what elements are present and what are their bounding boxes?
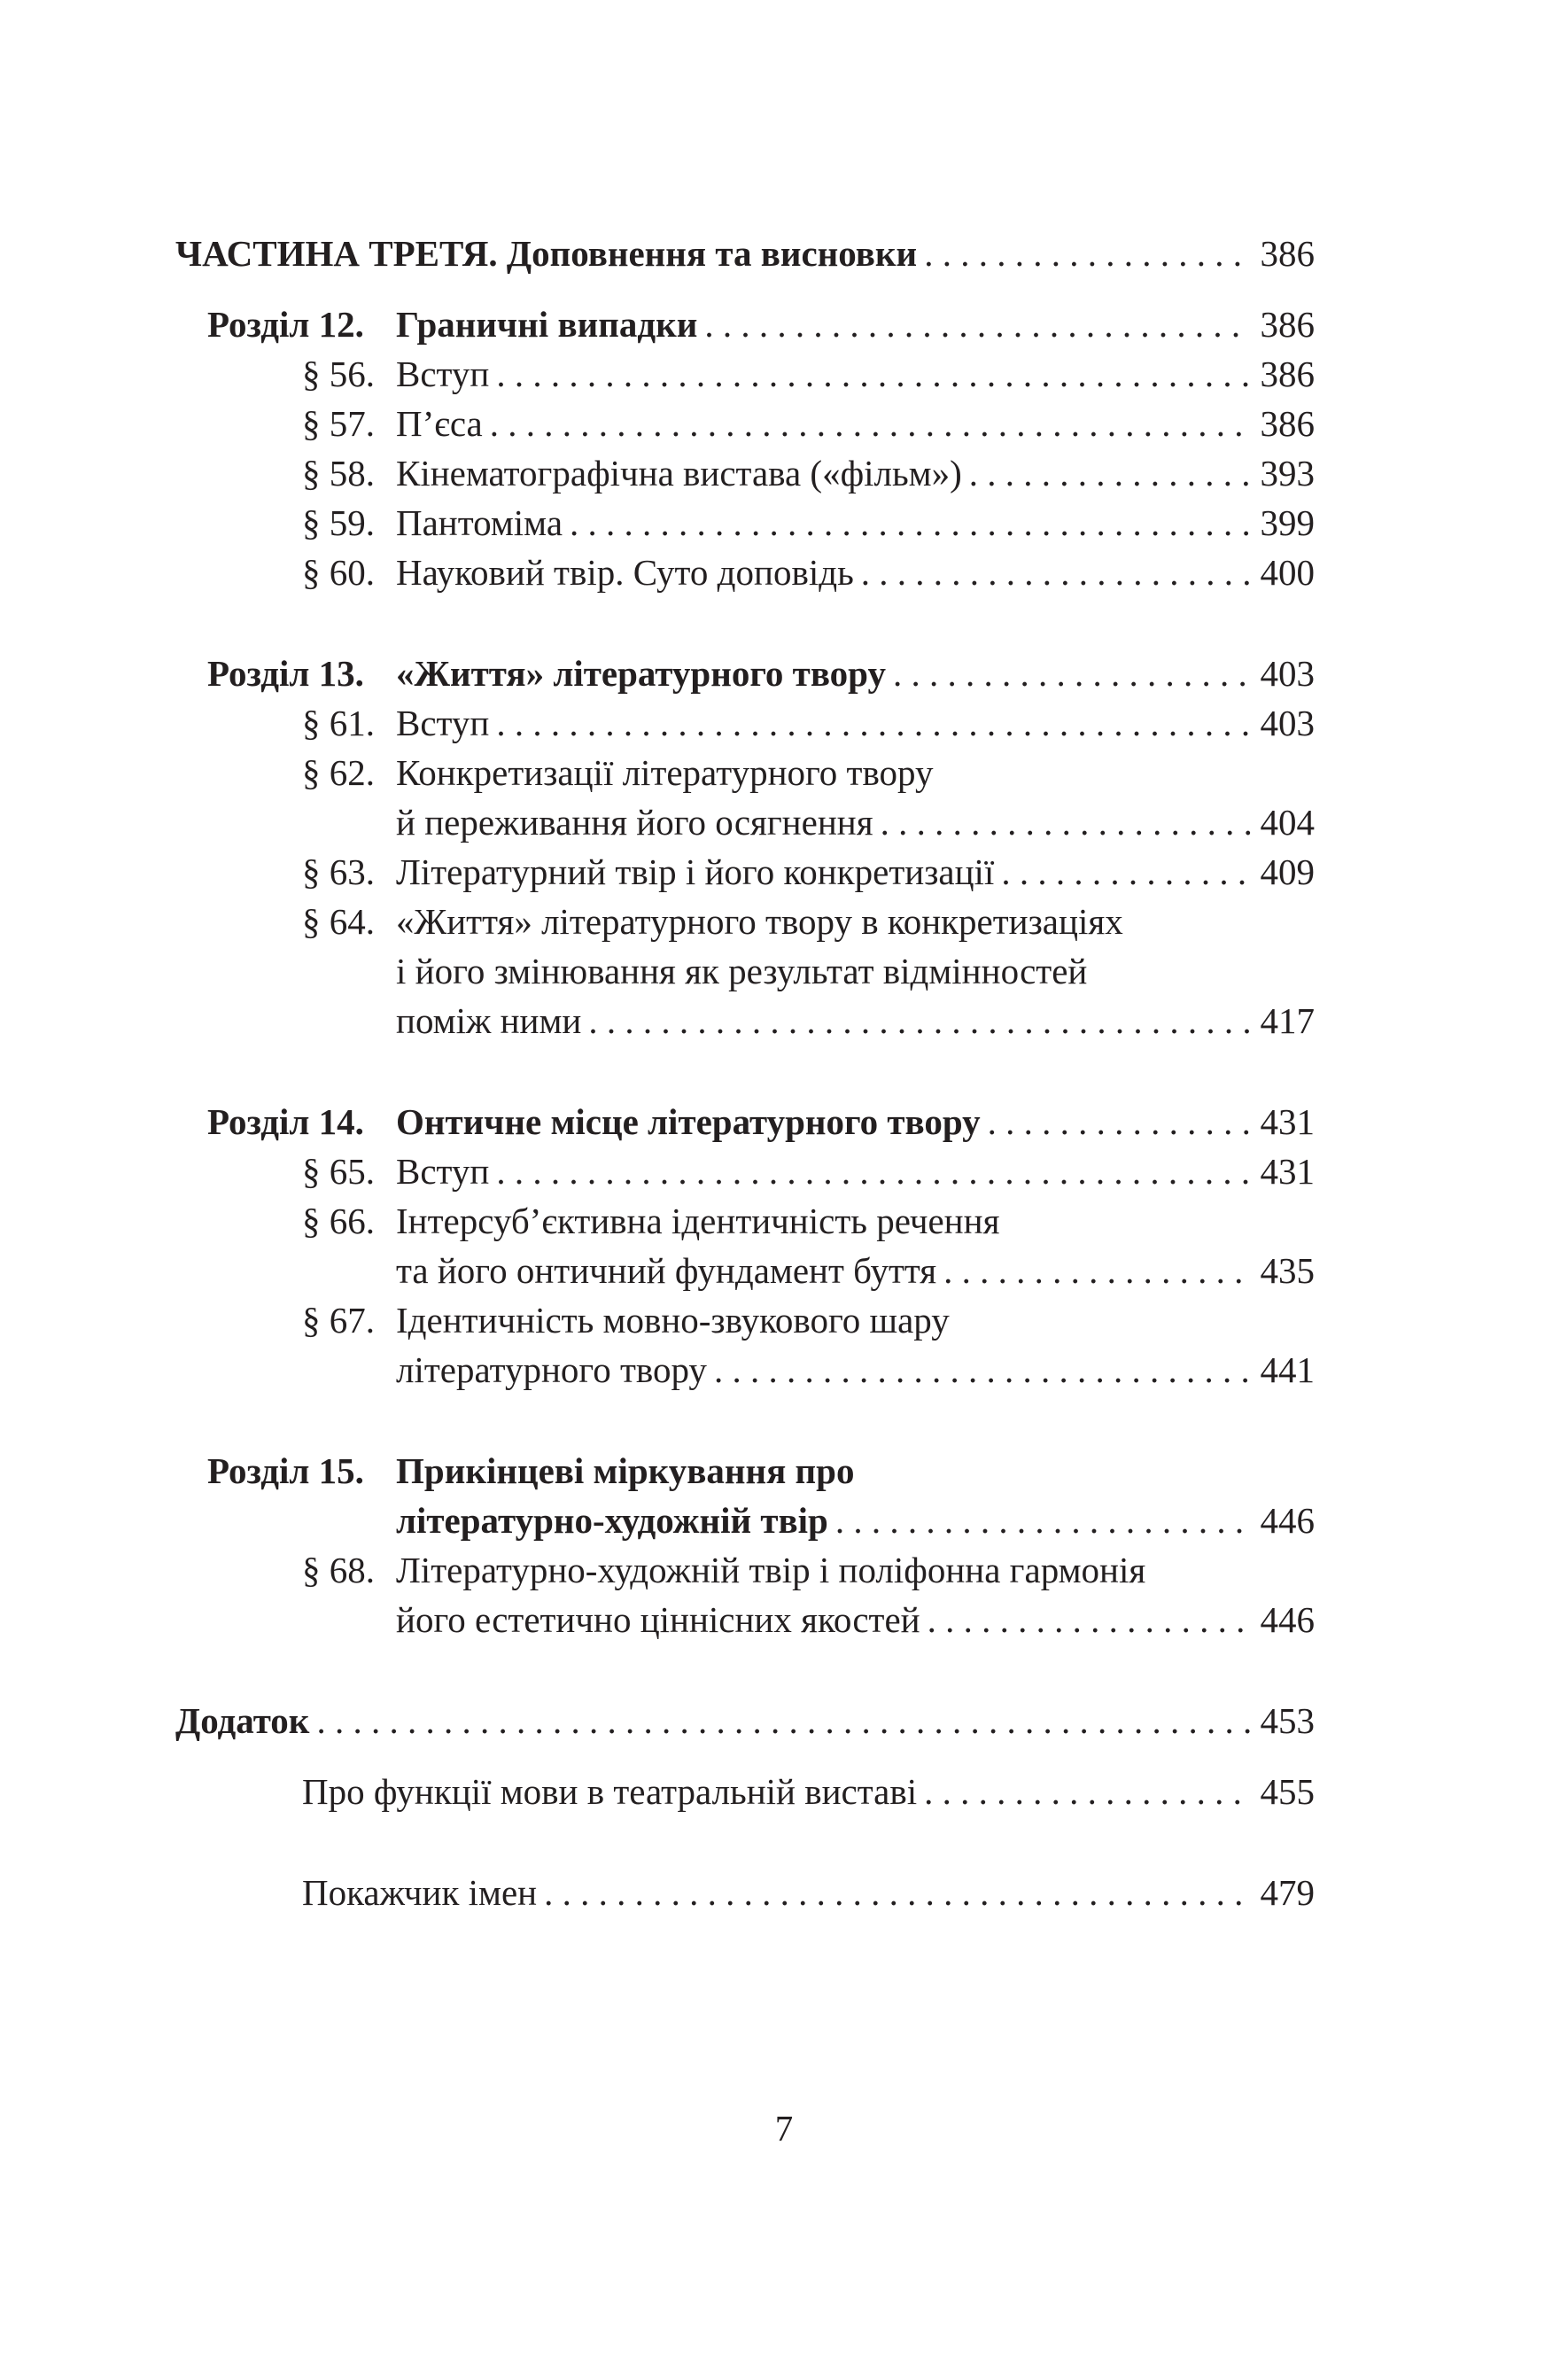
section-title-line1: Літературно-художній твір і поліфонна гармонія xyxy=(396,1550,1146,1590)
section-number: § 62. xyxy=(302,752,375,793)
section-title-line1: Конкретизації літературного твору xyxy=(396,752,934,793)
section-number: § 56. xyxy=(302,354,375,394)
section-title-line2: й переживання його осягнення xyxy=(396,802,873,843)
section-page: 386 xyxy=(1260,403,1315,444)
toc-chapter-15 xyxy=(0,1444,1568,1497)
section-title: П’єса xyxy=(396,403,483,444)
leader-dots xyxy=(969,447,1252,500)
section-title: Науковий твір. Суто доповідь xyxy=(396,552,854,593)
section-title-line3: поміж ними xyxy=(396,1000,582,1041)
chapter-label: Розділ 12. xyxy=(207,304,364,345)
toc-section-61 xyxy=(0,696,1568,750)
section-number: § 61. xyxy=(302,703,375,743)
toc-chapter-15-cont xyxy=(0,1494,1568,1547)
appendix-title: Додаток xyxy=(175,1700,310,1741)
chapter-page: 446 xyxy=(1260,1500,1315,1541)
toc-section-62-cont xyxy=(0,796,1568,849)
leader-dots xyxy=(881,796,1252,849)
leader-dots xyxy=(835,1494,1252,1547)
toc-section-59 xyxy=(0,496,1568,549)
toc-section-66-cont xyxy=(0,1244,1568,1297)
section-number: § 64. xyxy=(302,901,375,942)
chapter-title-line1: Прикінцеві міркування про xyxy=(396,1450,855,1491)
section-title: Кінематографічна вистава («фільм») xyxy=(396,453,962,494)
toc-section-66 xyxy=(0,1194,1568,1247)
leader-dots xyxy=(893,647,1252,700)
appendix-item-title: Про функції мови в театральній виставі xyxy=(302,1771,918,1812)
toc-section-64 xyxy=(0,895,1568,948)
section-title-line2: літературного твору xyxy=(396,1349,707,1390)
chapter-title: «Життя» літературного твору xyxy=(396,653,886,694)
chapter-label: Розділ 14. xyxy=(207,1101,364,1142)
chapter-title: Онтичне місце літературного твору xyxy=(396,1101,981,1142)
chapter-label: Розділ 13. xyxy=(207,653,364,694)
section-title: Літературний твір і його конкретизації xyxy=(396,851,995,892)
chapter-page: 403 xyxy=(1260,653,1315,694)
section-title: Пантоміма xyxy=(396,502,563,543)
section-number: § 68. xyxy=(302,1550,375,1590)
leader-dots xyxy=(861,546,1252,599)
section-page: 403 xyxy=(1260,703,1315,743)
section-page: 404 xyxy=(1260,802,1315,843)
index-page: 479 xyxy=(1260,1872,1315,1913)
section-page: 431 xyxy=(1260,1151,1315,1192)
section-number: § 65. xyxy=(302,1151,375,1192)
leader-dots xyxy=(496,347,1251,400)
toc-section-57 xyxy=(0,397,1568,450)
section-title: Вступ xyxy=(396,703,490,743)
toc-section-67 xyxy=(0,1294,1568,1347)
leader-dots xyxy=(496,1145,1251,1198)
section-number: § 60. xyxy=(302,552,375,593)
leader-dots xyxy=(714,1343,1252,1396)
toc-appendix xyxy=(0,1694,1568,1747)
leader-dots xyxy=(988,1095,1252,1148)
section-title-line1: Ідентичність мовно-звукового шару xyxy=(396,1300,950,1341)
leader-dots xyxy=(544,1866,1251,1919)
appendix-item-page: 455 xyxy=(1260,1771,1315,1812)
toc-chapter-13 xyxy=(0,647,1568,700)
section-page: 441 xyxy=(1260,1349,1315,1390)
leader-dots xyxy=(928,1593,1252,1646)
section-title-line2: його естетично ціннісних якостей xyxy=(396,1599,920,1640)
section-title-line2: і його змінювання як результат відмінностей xyxy=(396,951,1088,991)
section-title-line1: Інтерсуб’єктивна ідентичність речення xyxy=(396,1201,1000,1241)
section-page: 409 xyxy=(1260,851,1315,892)
chapter-label: Розділ 15. xyxy=(207,1450,364,1491)
section-page: 435 xyxy=(1260,1250,1315,1291)
toc-index xyxy=(0,1866,1568,1919)
section-page: 386 xyxy=(1260,354,1315,394)
toc-appendix-item xyxy=(0,1765,1568,1818)
leader-dots xyxy=(496,696,1251,750)
leader-dots xyxy=(943,1244,1251,1297)
leader-dots xyxy=(490,397,1252,450)
section-number: § 59. xyxy=(302,502,375,543)
section-page: 399 xyxy=(1260,502,1315,543)
chapter-page: 386 xyxy=(1260,304,1315,345)
leader-dots xyxy=(570,496,1251,549)
leader-dots xyxy=(1001,845,1251,898)
section-page: 400 xyxy=(1260,552,1315,593)
section-number: § 58. xyxy=(302,453,375,494)
toc-section-60 xyxy=(0,546,1568,599)
toc-section-63 xyxy=(0,845,1568,898)
section-number: § 63. xyxy=(302,851,375,892)
toc-part3-page: 386 xyxy=(1260,233,1315,274)
leader-dots xyxy=(704,298,1251,351)
toc-section-65 xyxy=(0,1145,1568,1198)
toc-section-67-cont xyxy=(0,1343,1568,1396)
chapter-title-line2: літературно-художній твір xyxy=(396,1500,828,1541)
chapter-page: 431 xyxy=(1260,1101,1315,1142)
toc-part3-title: ЧАСТИНА ТРЕТЯ. Доповнення та висновки xyxy=(175,233,918,274)
toc-part3 xyxy=(0,227,1568,280)
section-title-line1: «Життя» літературного твору в конкретизаціях xyxy=(396,901,1123,942)
section-number: § 57. xyxy=(302,403,375,444)
appendix-page: 453 xyxy=(1260,1700,1315,1741)
toc-section-62 xyxy=(0,746,1568,799)
toc-section-56 xyxy=(0,347,1568,400)
toc-section-64-cont1 xyxy=(0,944,1568,998)
section-page: 393 xyxy=(1260,453,1315,494)
section-page: 446 xyxy=(1260,1599,1315,1640)
section-page: 417 xyxy=(1260,1000,1315,1041)
toc-chapter-12 xyxy=(0,298,1568,351)
toc-chapter-14 xyxy=(0,1095,1568,1148)
section-number: § 66. xyxy=(302,1201,375,1241)
section-title: Вступ xyxy=(396,1151,490,1192)
toc-section-64-cont2 xyxy=(0,994,1568,1047)
leader-dots xyxy=(588,994,1251,1047)
toc-section-58 xyxy=(0,447,1568,500)
leader-dots xyxy=(924,227,1251,280)
section-title-line2: та його онтичний фундамент буття xyxy=(396,1250,937,1291)
index-title: Покажчик імен xyxy=(302,1872,538,1913)
section-title: Вступ xyxy=(396,354,490,394)
chapter-title: Граничні випадки xyxy=(396,304,698,345)
leader-dots xyxy=(924,1765,1251,1818)
toc-section-68-cont xyxy=(0,1593,1568,1646)
leader-dots xyxy=(316,1694,1251,1747)
page-number: 7 xyxy=(774,2108,794,2149)
toc-section-68 xyxy=(0,1543,1568,1597)
section-number: § 67. xyxy=(302,1300,375,1341)
